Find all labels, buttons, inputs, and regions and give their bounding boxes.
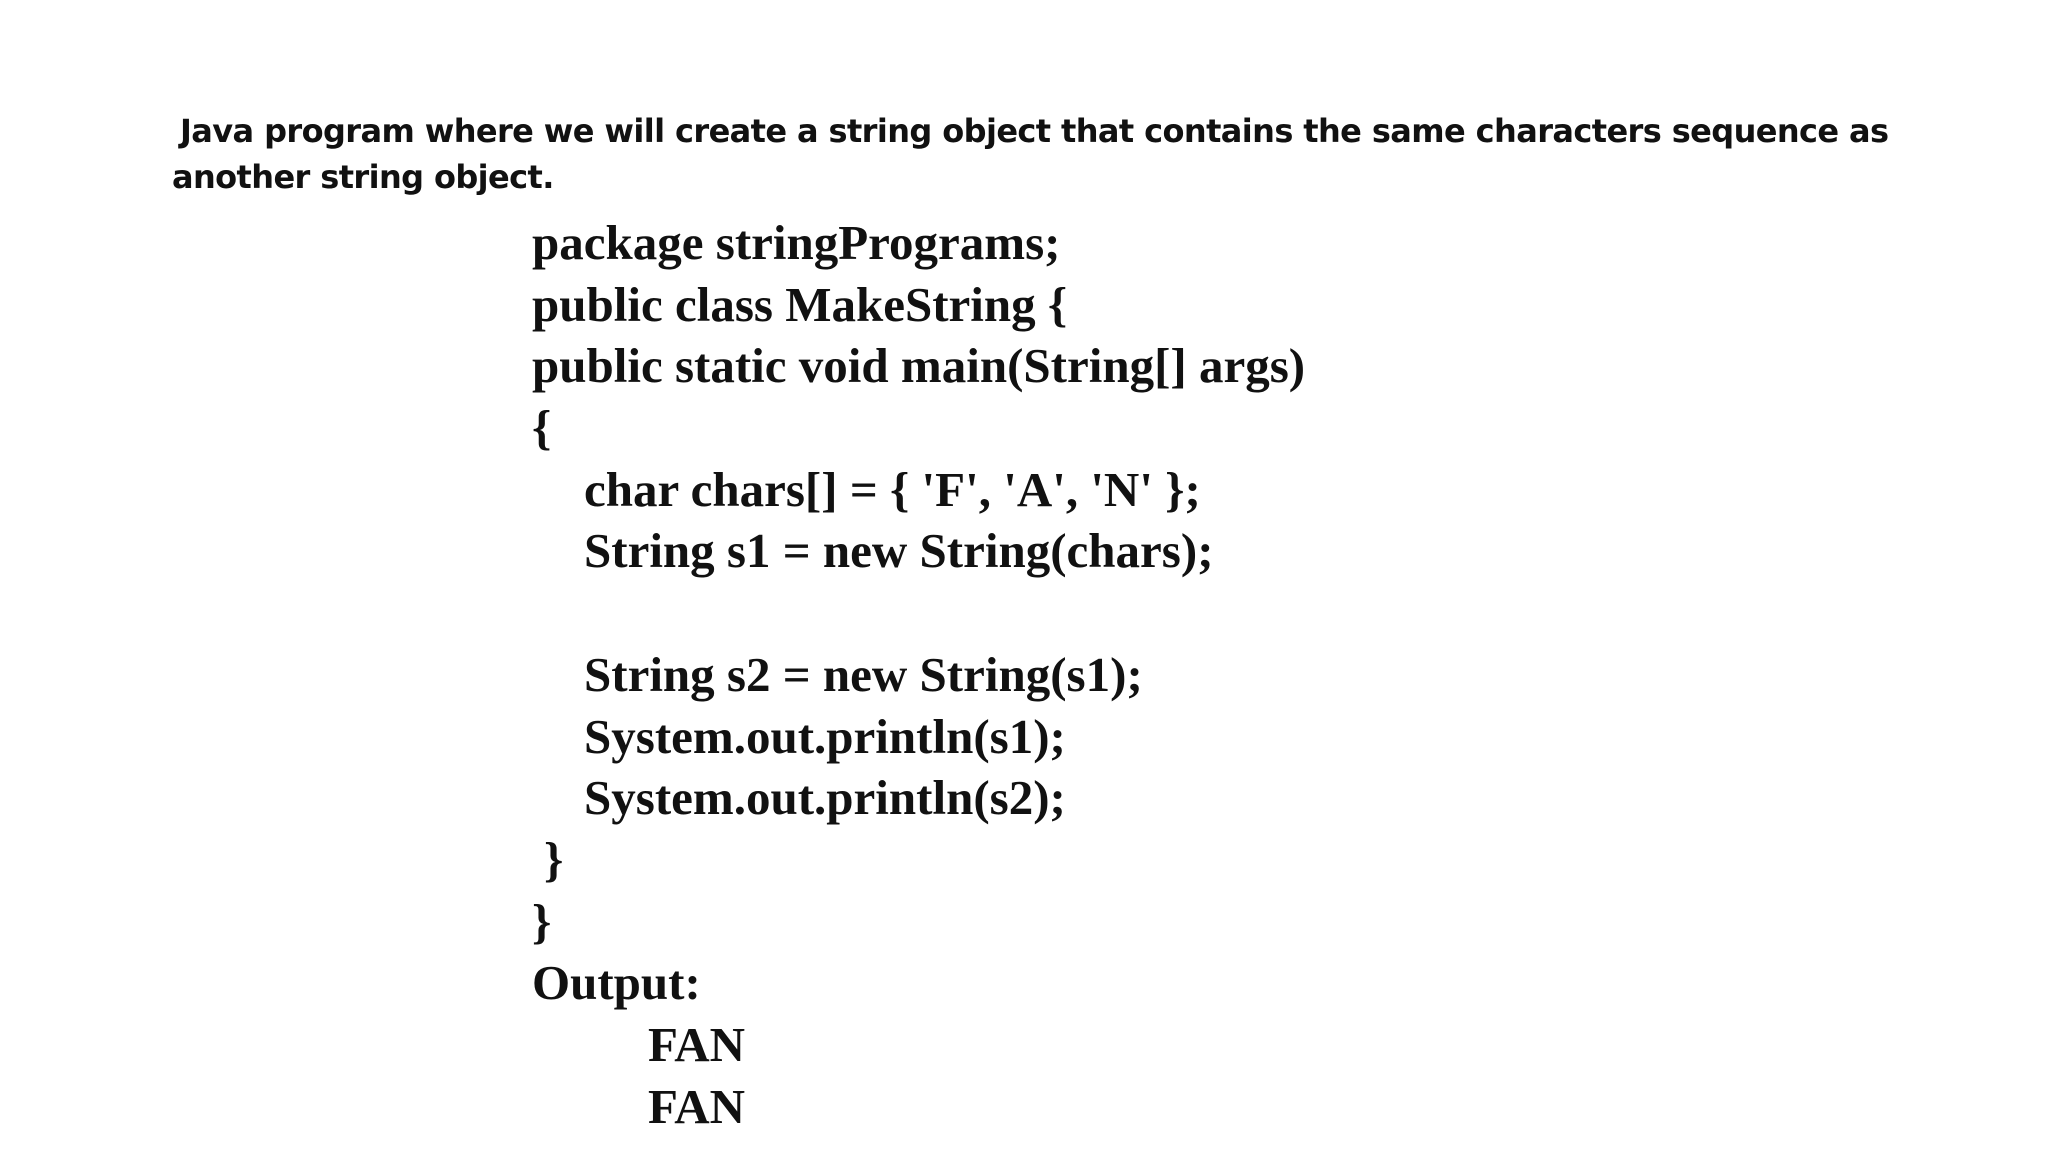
code-line-print-s1: System.out.println(s1);	[584, 708, 1066, 764]
code-line-class: public class MakeString {	[532, 276, 1068, 332]
output-line-2: FAN	[648, 1078, 746, 1134]
code-line-open-brace: {	[532, 400, 552, 456]
heading-line-2: another string object.	[172, 158, 554, 196]
code-line-main: public static void main(String[] args)	[532, 338, 1306, 394]
code-line-chars: char chars[] = { 'F', 'A', 'N' };	[584, 461, 1201, 517]
code-line-print-s2: System.out.println(s2);	[584, 770, 1066, 826]
code-line-s2: String s2 = new String(s1);	[584, 646, 1143, 702]
slide-heading	[172, 108, 1889, 200]
heading-line-1: Java program where we will create a string object that contains the same characters sequence as	[180, 112, 1889, 150]
code-line-close-main: }	[544, 831, 564, 887]
output-label: Output:	[532, 955, 701, 1011]
code-line-close-class: }	[532, 893, 552, 949]
code-line-blank	[532, 582, 1632, 644]
output-line-1: FAN	[648, 1016, 746, 1072]
code-block	[532, 212, 1632, 1137]
code-line-package: package stringPrograms;	[532, 215, 1061, 270]
code-line-s1: String s1 = new String(chars);	[584, 523, 1214, 579]
